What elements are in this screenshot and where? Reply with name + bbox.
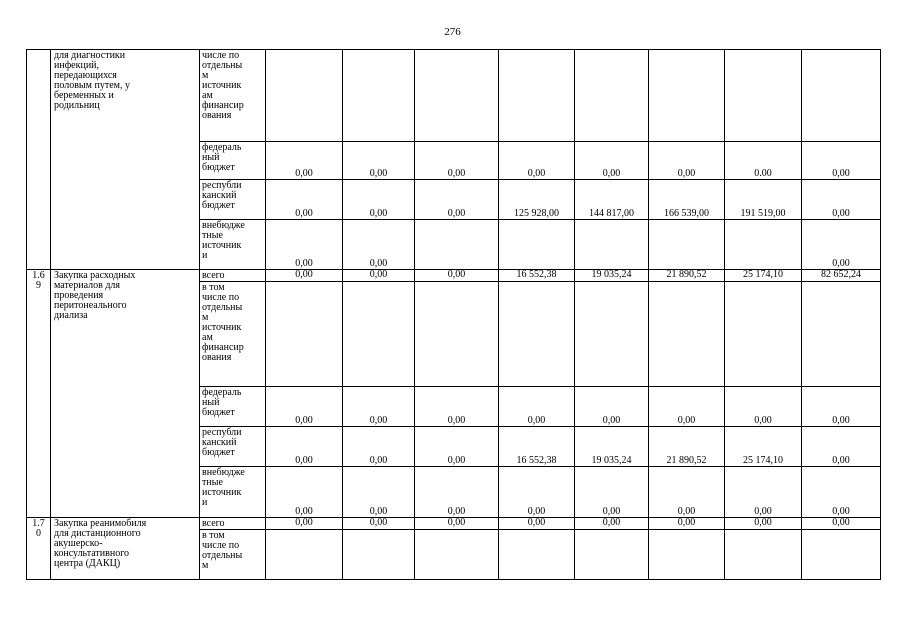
table-row	[27, 270, 881, 282]
item-name: Закупка расходных материалов для проведения перитонеального диализа	[51, 270, 200, 518]
value-cell: 0.00	[725, 142, 802, 180]
value-cell	[575, 282, 649, 387]
value-cell: 0,00	[343, 180, 415, 220]
value-cell: 21 890,52	[649, 427, 725, 467]
value-cell: 0,00	[343, 387, 415, 427]
value-cell: 0,00	[415, 387, 499, 427]
value-cell: 0,00	[343, 220, 415, 270]
value-cell: 0,00	[802, 518, 881, 530]
value-cell	[575, 220, 649, 270]
value-cell: 0,00	[725, 518, 802, 530]
value-cell: 0,00	[415, 270, 499, 282]
value-cell: 0,00	[649, 387, 725, 427]
table-row	[27, 518, 881, 530]
value-cell: 0,00	[343, 518, 415, 530]
funding-source: всего	[200, 518, 266, 530]
value-cell: 21 890,52	[649, 270, 725, 282]
funding-source: федераль ный бюджет	[200, 142, 266, 180]
value-cell	[649, 282, 725, 387]
value-cell	[725, 220, 802, 270]
value-cell: 0,00	[266, 518, 343, 530]
value-cell: 0,00	[266, 220, 343, 270]
value-cell: 0,00	[266, 467, 343, 518]
value-cell	[575, 50, 649, 142]
funding-source: внебюдже тные источник и	[200, 220, 266, 270]
value-cell	[725, 282, 802, 387]
table-row	[27, 50, 881, 142]
value-cell	[575, 530, 649, 580]
value-cell	[649, 530, 725, 580]
item-name: для диагностики инфекций, передающихся половым путем, у беременных и родильниц	[51, 50, 200, 270]
value-cell	[266, 282, 343, 387]
value-cell: 0,00	[575, 142, 649, 180]
value-cell	[499, 50, 575, 142]
value-cell	[343, 50, 415, 142]
value-cell	[802, 530, 881, 580]
item-code: 1.7 0	[27, 518, 51, 580]
value-cell	[415, 530, 499, 580]
value-cell: 0,00	[343, 270, 415, 282]
page-number: 276	[444, 26, 461, 38]
value-cell: 19 035,24	[575, 427, 649, 467]
funding-source: числе по отдельны м источник ам финансир ования	[200, 50, 266, 142]
value-cell: 0,00	[802, 220, 881, 270]
value-cell: 0,00	[415, 142, 499, 180]
value-cell: 0,00	[575, 387, 649, 427]
value-cell: 82 652,24	[802, 270, 881, 282]
value-cell	[802, 282, 881, 387]
value-cell: 144 817,00	[575, 180, 649, 220]
value-cell: 0,00	[415, 467, 499, 518]
value-cell: 0,00	[649, 518, 725, 530]
value-cell: 0,00	[266, 180, 343, 220]
value-cell: 0,00	[415, 518, 499, 530]
value-cell	[649, 50, 725, 142]
value-cell: 0,00	[266, 427, 343, 467]
value-cell	[499, 220, 575, 270]
value-cell: 0,00	[415, 180, 499, 220]
funding-source: республи канский бюджет	[200, 427, 266, 467]
value-cell: 16 552,38	[499, 427, 575, 467]
value-cell: 0,00	[725, 467, 802, 518]
value-cell	[802, 50, 881, 142]
funding-source: республи канский бюджет	[200, 180, 266, 220]
value-cell: 0,00	[802, 427, 881, 467]
value-cell: 0,00	[649, 467, 725, 518]
value-cell	[499, 282, 575, 387]
value-cell: 0,00	[802, 467, 881, 518]
value-cell: 125 928,00	[499, 180, 575, 220]
value-cell: 0,00	[266, 270, 343, 282]
value-cell: 0,00	[266, 142, 343, 180]
funding-source: в том числе по отдельны м источник ам финансир ования	[200, 282, 266, 387]
value-cell: 0,00	[575, 518, 649, 530]
value-cell: 0,00	[266, 387, 343, 427]
value-cell: 0,00	[499, 387, 575, 427]
value-cell: 191 519,00	[725, 180, 802, 220]
value-cell	[343, 530, 415, 580]
value-cell	[499, 530, 575, 580]
item-code: 1.6 9	[27, 270, 51, 518]
value-cell	[415, 282, 499, 387]
funding-source: федераль ный бюджет	[200, 387, 266, 427]
value-cell	[266, 50, 343, 142]
value-cell: 0,00	[343, 467, 415, 518]
value-cell: 0,00	[499, 142, 575, 180]
value-cell	[649, 220, 725, 270]
value-cell: 0,00	[802, 142, 881, 180]
value-cell: 19 035,24	[575, 270, 649, 282]
value-cell: 0,00	[415, 427, 499, 467]
value-cell: 0,00	[499, 467, 575, 518]
value-cell: 0,00	[499, 518, 575, 530]
value-cell: 0,00	[649, 142, 725, 180]
value-cell: 25 174,10	[725, 270, 802, 282]
value-cell: 0,00	[725, 387, 802, 427]
value-cell: 0,00	[802, 180, 881, 220]
item-name: Закупка реанимобиля для дистанционного акушерско- консультативного центра (ДАКЦ)	[51, 518, 200, 580]
value-cell	[343, 282, 415, 387]
item-code	[27, 50, 51, 270]
funding-source: в том числе по отдельны м	[200, 530, 266, 580]
value-cell	[725, 50, 802, 142]
value-cell: 0,00	[343, 142, 415, 180]
value-cell	[266, 530, 343, 580]
funding-source: всего	[200, 270, 266, 282]
value-cell: 0,00	[575, 467, 649, 518]
value-cell	[415, 50, 499, 142]
budget-table	[26, 49, 881, 580]
value-cell: 16 552,38	[499, 270, 575, 282]
value-cell: 0,00	[802, 387, 881, 427]
value-cell: 0,00	[343, 427, 415, 467]
funding-source: внебюдже тные источник и	[200, 467, 266, 518]
value-cell: 25 174,10	[725, 427, 802, 467]
value-cell: 166 539,00	[649, 180, 725, 220]
value-cell	[725, 530, 802, 580]
value-cell	[415, 220, 499, 270]
